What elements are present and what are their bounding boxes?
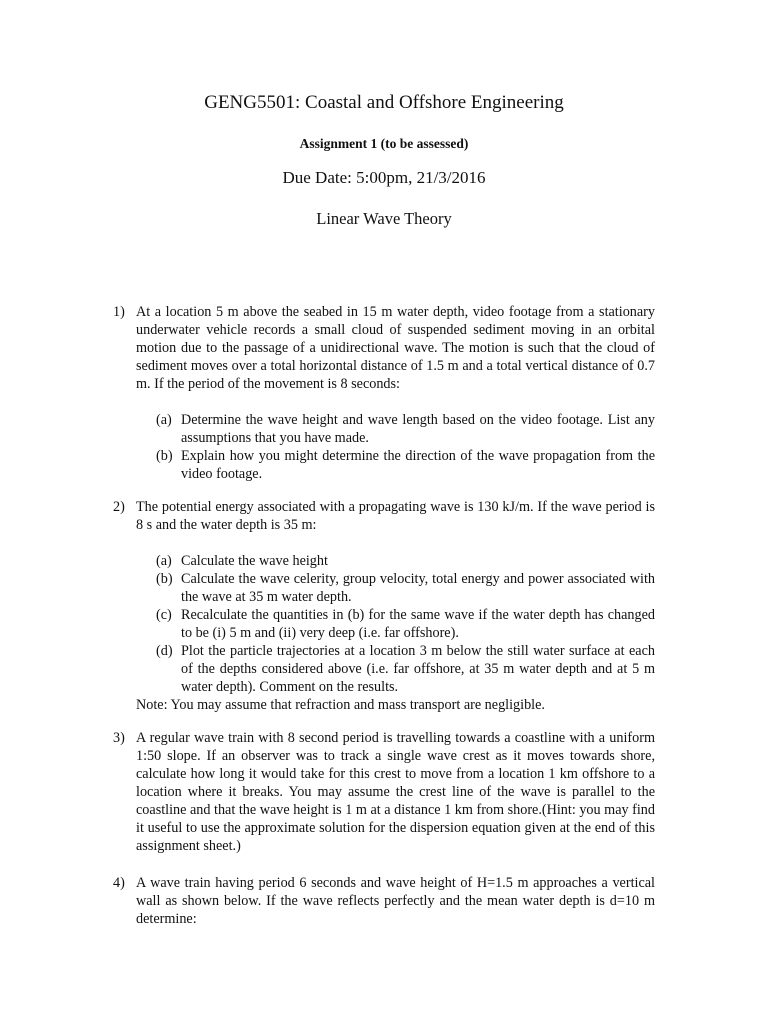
question-1	[113, 303, 655, 483]
part-label: (b)	[156, 571, 173, 587]
question-part	[156, 447, 655, 483]
question-parts	[156, 411, 655, 483]
question-2	[113, 498, 655, 714]
question-4	[113, 874, 655, 928]
question-number: 2)	[113, 499, 125, 515]
part-text: Determine the wave height and wave length based on the video footage. List any assumptions that you have made.	[181, 412, 655, 446]
question-note: Note: You may assume that refraction and mass transport are negligible.	[136, 697, 545, 713]
question-part	[156, 411, 655, 447]
question-number: 3)	[113, 730, 125, 746]
question-part	[156, 570, 655, 606]
question-text: The potential energy associated with a propagating wave is 130 kJ/m. If the wave period is 8 s and the water depth is 35 m:	[136, 499, 655, 533]
question-text: A wave train having period 6 seconds and wave height of H=1.5 m approaches a vertical wall as shown below. If the wave reflects perfectly and the mean water depth is d=10 m determine:	[136, 875, 655, 927]
question-part	[156, 606, 655, 642]
part-text: Recalculate the quantities in (b) for the same wave if the water depth has changed to be (i) 5 m and (ii) very deep (i.e. far offshore).	[181, 607, 655, 641]
part-label: (a)	[156, 553, 172, 569]
part-text: Explain how you might determine the direction of the wave propagation from the video footage.	[181, 448, 655, 482]
topic-heading: Linear Wave Theory	[316, 209, 452, 228]
part-text: Calculate the wave celerity, group velocity, total energy and power associated with the wave at 35 m water depth.	[181, 571, 655, 605]
question-part	[156, 642, 655, 696]
part-label: (b)	[156, 448, 173, 464]
part-text: Plot the particle trajectories at a location 3 m below the still water surface at each of the depths considered above (i.e. far offshore, at 35 m water depth and at 5 m water depth). Comment on the results.	[181, 643, 655, 695]
part-label: (a)	[156, 412, 172, 428]
question-text: A regular wave train with 8 second period is travelling towards a coastline with a uniform 1:50 slope. If an observer was to track a single wave crest as it moves towards shore, calculate how long it would take for this crest to move from a location 1 km offshore to a location where it breaks. You may assume the crest line of the wave is parallel to the coastline and that the wave height is 1 m at a distance 1 km from shore.(Hint: you may find it useful to use the approximate solution for the dispersion equation given at the end of this assignment sheet.)	[136, 730, 655, 854]
question-number: 1)	[113, 304, 125, 320]
question-parts	[156, 552, 655, 696]
question-text: At a location 5 m above the seabed in 15 m water depth, video footage from a stationary underwater vehicle records a small cloud of suspended sediment moving in an orbital motion due to the passage of a unidirectional wave. The motion is such that the cloud of sediment moves over a total horizontal distance of 1.5 m and a total vertical distance of 0.7 m. If the period of the movement is 8 seconds:	[136, 304, 655, 392]
question-number: 4)	[113, 875, 125, 891]
part-label: (d)	[156, 643, 173, 659]
part-label: (c)	[156, 607, 172, 623]
assignment-subtitle: Assignment 1 (to be assessed)	[299, 136, 469, 151]
part-text: Calculate the wave height	[181, 553, 328, 569]
question-part	[156, 552, 655, 570]
course-title: GENG5501: Coastal and Offshore Engineering	[204, 92, 564, 113]
question-3	[113, 729, 655, 855]
due-date: Due Date: 5:00pm, 21/3/2016	[282, 168, 486, 187]
